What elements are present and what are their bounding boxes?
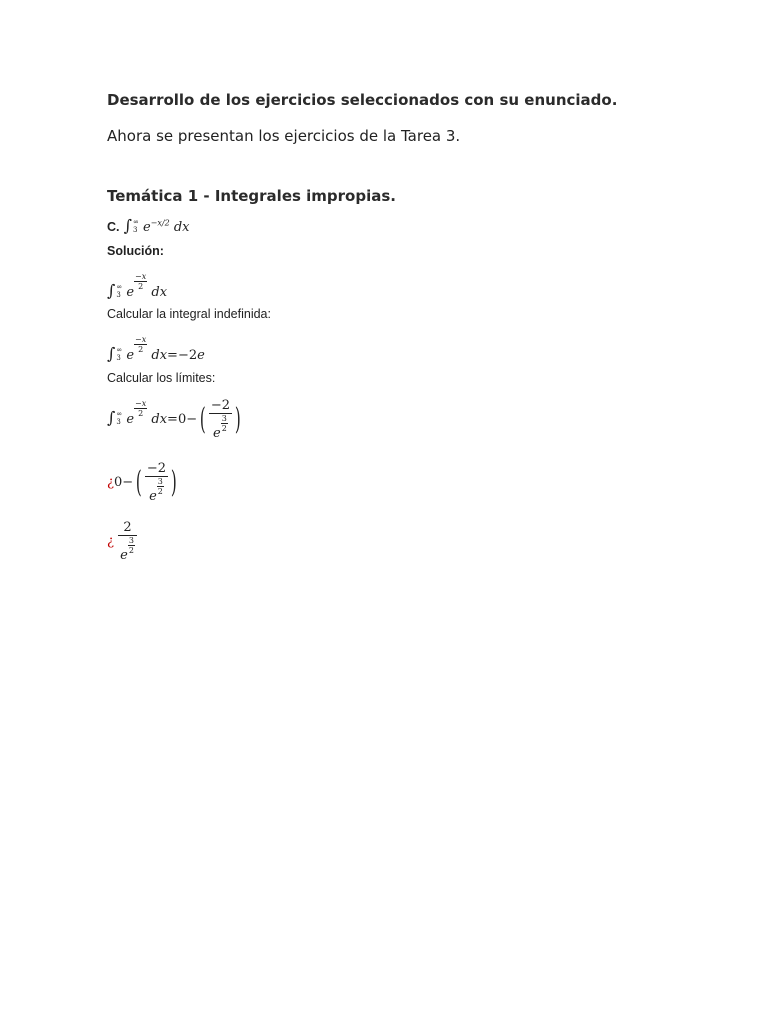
document-title: Desarrollo de los ejercicios seleccionados con su enunciado.	[107, 91, 618, 109]
exercise-statement: C. ∫ ∞ 3 $e^{-x/2}$ dx	[107, 216, 190, 235]
inverted-question-mark: ¿	[107, 475, 114, 490]
inverted-question-mark: ¿	[107, 534, 114, 549]
exercise-label: C.	[107, 220, 120, 234]
solution-label: Solución:	[107, 244, 164, 258]
section-title: Temática 1 - Integrales impropias.	[107, 187, 396, 205]
equation-indefinite: ∫ ∞ 3 e $\frac{-x}{2}$ dx=−2e	[107, 335, 205, 363]
integral-sign: ∫	[123, 216, 132, 235]
equation-simplify: ¿0−( −2 e $\frac{3}{2}$ )	[107, 461, 177, 504]
step1-label: Calcular la integral indefinida:	[107, 307, 271, 321]
equation-result: ¿ 2 e $\frac{3}{2}$	[107, 520, 137, 563]
step2-label: Calcular los límites:	[107, 371, 216, 385]
equation-limits: ∫ ∞ 3 e $\frac{-x}{2}$ dx=0−( −2 e $\frac{3}{2}$ )	[107, 398, 241, 441]
intro-text: Ahora se presentan los ejercicios de la Tarea 3.	[107, 127, 461, 145]
equation-integral: ∫ ∞ 3 e $\frac{-x}{2}$ dx	[107, 272, 168, 300]
